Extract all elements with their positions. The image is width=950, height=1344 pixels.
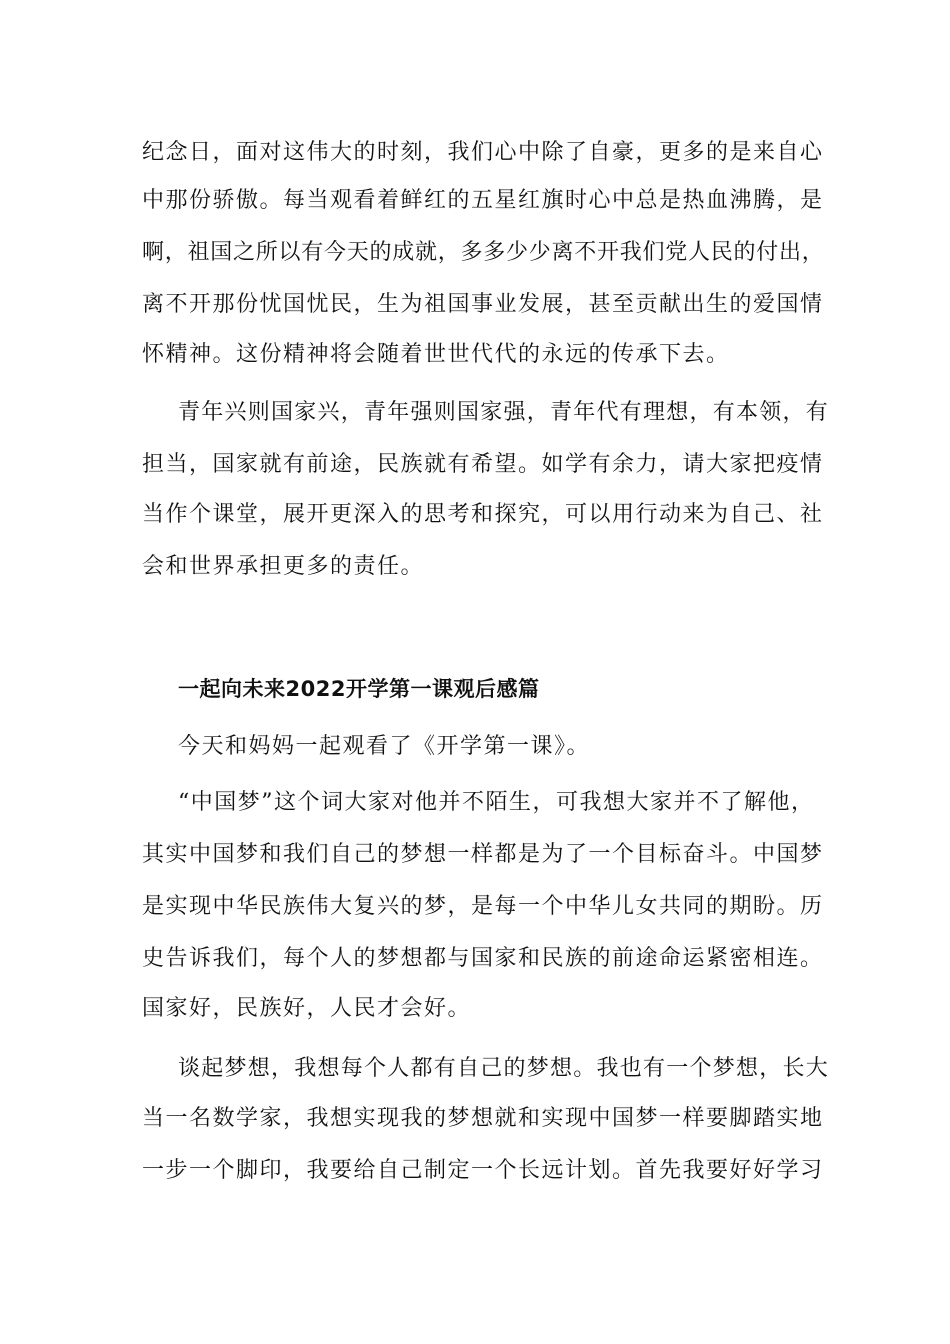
section-title: 一起向未来2022开学第一课观后感篇: [178, 677, 540, 701]
text-line: 青年兴则国家兴，青年强则国家强，青年代有理想，有本领，有: [178, 400, 830, 425]
text-line: 国家好，民族好，人民才会好。: [142, 996, 472, 1021]
text-line: 离不开那份忧国忧民，生为祖国事业发展，甚至贡献出生的爱国情: [142, 292, 824, 317]
text-line: 当作个课堂，展开更深入的思考和探究，可以用行动来为自己、社: [142, 502, 824, 527]
text-line: 谈起梦想，我想每个人都有自己的梦想。我也有一个梦想，长大: [178, 1056, 830, 1081]
text-line: 是实现中华民族伟大复兴的梦，是每一个中华儿女共同的期盼。历: [142, 894, 824, 919]
text-line: 史告诉我们，每个人的梦想都与国家和民族的前途命运紧密相连。: [142, 946, 824, 971]
text-line: 其实中国梦和我们自己的梦想一样都是为了一个目标奋斗。中国梦: [142, 842, 824, 867]
text-line: 今天和妈妈一起观看了《开学第一课》。: [178, 734, 591, 759]
text-line: 会和世界承担更多的责任。: [142, 554, 425, 579]
text-line: 当一名数学家，我想实现我的梦想就和实现中国梦一样要脚踏实地: [142, 1106, 824, 1131]
text-line: 担当，国家就有前途，民族就有希望。如学有余力，请大家把疫情: [142, 452, 824, 477]
text-line: 中那份骄傲。每当观看着鲜红的五星红旗时心中总是热血沸腾，是: [142, 188, 824, 213]
text-line: 一步一个脚印，我要给自己制定一个长远计划。首先我要好好学习: [142, 1158, 824, 1183]
text-line: 啊，祖国之所以有今天的成就，多多少少离不开我们党人民的付出，: [142, 240, 825, 265]
text-line: 纪念日，面对这伟大的时刻，我们心中除了自豪，更多的是来自心: [142, 140, 824, 165]
text-line: “中国梦”这个词大家对他并不陌生，可我想大家并不了解他，: [178, 790, 815, 815]
text-line: 怀精神。这份精神将会随着世世代代的永远的传承下去。: [142, 342, 730, 367]
